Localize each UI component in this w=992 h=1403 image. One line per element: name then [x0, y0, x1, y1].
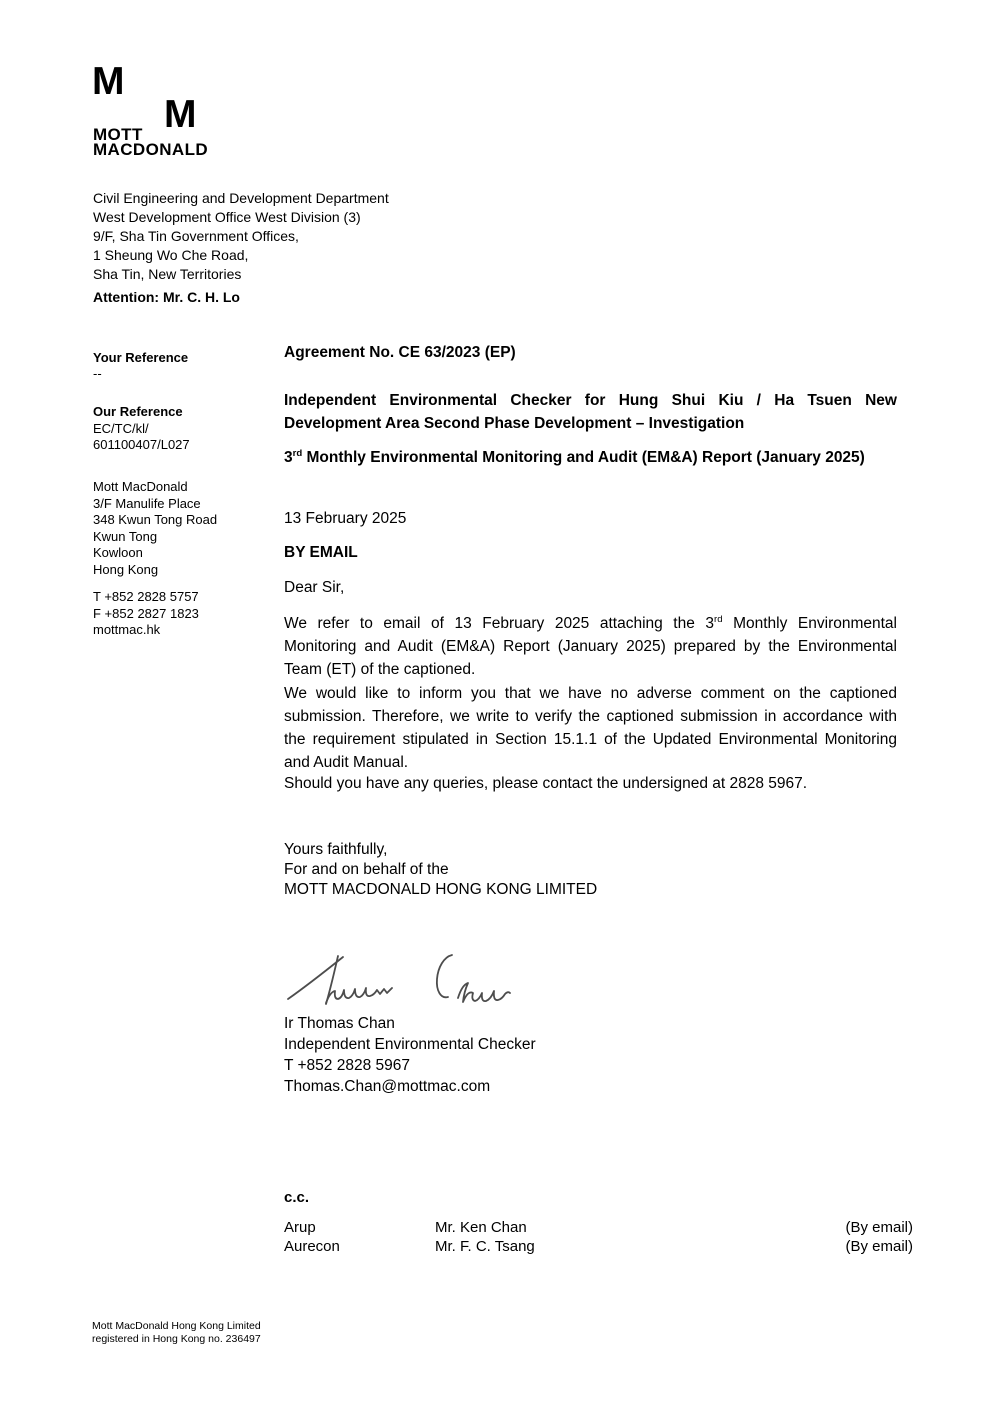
- your-reference-value: --: [93, 366, 102, 381]
- signature-image: [286, 943, 516, 1013]
- signatory-phone: T +852 2828 5967: [284, 1057, 410, 1074]
- our-reference-value: 601100407/L027: [93, 437, 190, 452]
- sender-fax: F +852 2827 1823: [93, 605, 199, 621]
- subject-line-1: Independent Environmental Checker for Hung Shui Kiu / Ha Tsuen New Development Area Second Phase Development – Investigation: [284, 392, 897, 432]
- cc-name: Mr. F. C. Tsang: [435, 1237, 535, 1255]
- signatory-title: Independent Environmental Checker: [284, 1036, 536, 1053]
- recipient-line: West Development Office West Division (3): [93, 209, 361, 225]
- cc-org: Arup: [284, 1219, 316, 1236]
- agreement-number: Agreement No. CE 63/2023 (EP): [284, 344, 516, 361]
- recipient-address: [93, 189, 389, 284]
- our-reference-value: EC/TC/kl/: [93, 420, 149, 436]
- sender-address: [93, 479, 217, 578]
- cc-row: [284, 1219, 913, 1238]
- sender-contact: [93, 589, 199, 639]
- logo-m1: M: [92, 60, 125, 103]
- paragraph-3: Should you have any queries, please contact the undersigned at 2828 5967.: [284, 775, 808, 792]
- cc-method: (By email): [845, 1219, 913, 1236]
- our-reference-block: [93, 404, 190, 454]
- sender-website: mottmac.hk: [93, 622, 161, 637]
- logo-m2: M: [164, 93, 197, 136]
- closing-line: Yours faithfully,: [284, 841, 388, 858]
- letter-date: 13 February 2025: [284, 510, 407, 527]
- sender-address-line: Mott MacDonald: [93, 479, 188, 494]
- signatory-block: [284, 1013, 897, 1097]
- recipient-line: 1 Sheung Wo Che Road,: [93, 247, 249, 263]
- logo-word-macdonald: MACDONALD: [93, 140, 209, 159]
- cc-org: Aurecon: [284, 1237, 340, 1255]
- footer-line: registered in Hong Kong no. 236497: [92, 1332, 261, 1345]
- footer: [92, 1320, 261, 1345]
- logo-word-mott: MOTT: [93, 125, 143, 144]
- sender-address-line: Hong Kong: [93, 561, 159, 577]
- cc-name: Mr. Ken Chan: [435, 1219, 527, 1236]
- sender-phone: T +852 2828 5757: [93, 589, 199, 604]
- paragraph-2: We would like to inform you that we have no adverse comment on the captioned submission. Therefore, we write to verify the captioned submission in accordance with the requirement stipulated in Section 15.1.1 of the Updated Environmental Monitoring and Audit Manual.: [284, 685, 897, 771]
- recipient-line: 9/F, Sha Tin Government Offices,: [93, 228, 299, 244]
- our-reference-label: Our Reference: [93, 404, 183, 419]
- your-reference-label: Your Reference: [93, 350, 189, 365]
- paragraph-1: We refer to email of 13 February 2025 attaching the 3rd Monthly Environmental Monitoring and Audit (EM&A) Report (January 2025) prepared by the Environmental Team (ET) of the captioned.: [284, 613, 897, 678]
- closing-line: For and on behalf of the: [284, 861, 449, 878]
- delivery-method: BY EMAIL: [284, 544, 358, 561]
- sender-address-line: 3/F Manulife Place: [93, 495, 201, 511]
- cc-table: [284, 1219, 913, 1256]
- recipient-line: Civil Engineering and Development Department: [93, 190, 389, 206]
- recipient-line: Sha Tin, New Territories: [93, 266, 242, 282]
- attention-line: Attention: Mr. C. H. Lo: [93, 289, 240, 305]
- signatory-email: Thomas.Chan@mottmac.com: [284, 1078, 491, 1095]
- subject-line-2: 3rd Monthly Environmental Monitoring and Audit (EM&A) Report (January 2025): [284, 447, 865, 466]
- cc-row: [284, 1238, 913, 1257]
- cc-method: (By email): [845, 1237, 913, 1255]
- sender-address-line: 348 Kwun Tong Road: [93, 512, 218, 527]
- sender-address-line: Kowloon: [93, 545, 143, 560]
- sender-address-line: Kwun Tong: [93, 528, 158, 544]
- footer-line: Mott MacDonald Hong Kong Limited: [92, 1320, 261, 1332]
- closing-block: [284, 840, 897, 900]
- salutation: Dear Sir,: [284, 579, 345, 596]
- cc-label: c.c.: [284, 1189, 310, 1206]
- signatory-name: Ir Thomas Chan: [284, 1015, 395, 1032]
- closing-line: MOTT MACDONALD HONG KONG LIMITED: [284, 881, 598, 898]
